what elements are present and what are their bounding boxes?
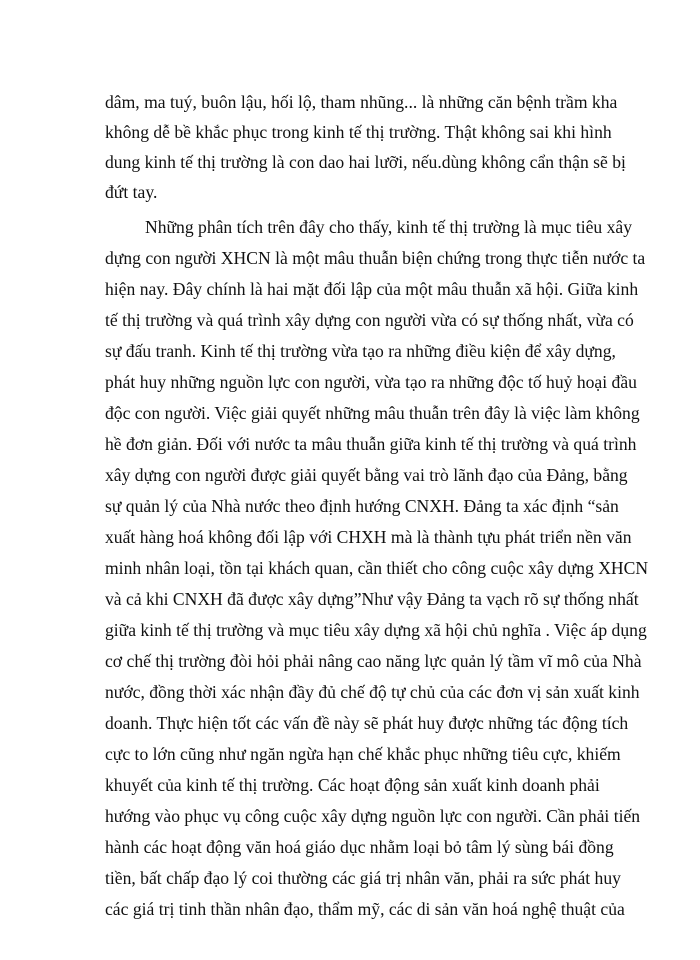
text-line: hướng vào phục vụ công cuộc xây dựng nguồn lực con người. Cần phải tiến <box>105 806 641 826</box>
text-line: hành các hoạt động văn hoá giáo dục nhằm loại bỏ tâm lý sùng bái đồng <box>105 837 614 857</box>
paragraph-first-line: Những phân tích trên đây cho thấy, kinh tế thị trường là mục tiêu xây <box>145 217 632 237</box>
text-line: tiền, bất chấp đạo lý coi thường các giá trị nhân văn, phải ra sức phát huy <box>105 868 621 888</box>
text-line: giữa kinh tế thị trường và mục tiêu xây dựng xã hội chủ nghĩa . Việc áp dụng <box>105 620 647 640</box>
text-line: hiện nay. Đây chính là hai mặt đối lập của một mâu thuẫn xã hội. Giữa kinh <box>105 279 639 299</box>
text-line: khuyết của kinh tế thị trường. Các hoạt động sản xuất kinh doanh phải <box>105 775 600 795</box>
text-line: dâm, ma tuý, buôn lậu, hối lộ, tham nhũng... là những căn bệnh trầm kha <box>105 92 618 112</box>
text-line: sự quản lý của Nhà nước theo định hướng CNXH. Đảng ta xác định “sản <box>105 496 619 516</box>
text-line: đứt tay. <box>105 182 158 202</box>
text-line: dung kinh tế thị trường là con dao hai lưỡi, nếu.dùng không cẩn thận sẽ bị <box>105 152 626 172</box>
text-line: minh nhân loại, tồn tại khách quan, cần thiết cho công cuộc xây dựng XHCN <box>105 558 649 578</box>
text-line: các giá trị tinh thần nhân đạo, thẩm mỹ, các di sản văn hoá nghệ thuật của <box>105 899 625 919</box>
text-line: phát huy những nguồn lực con người, vừa tạo ra những độc tố huỷ hoại đầu <box>105 372 637 392</box>
text-line: dựng con người XHCN là một mâu thuẫn biện chứng trong thực tiễn nước ta <box>105 248 646 268</box>
text-line: độc con người. Việc giải quyết những mâu thuẫn trên đây là việc làm không <box>105 403 640 423</box>
text-line: xây dựng con người được giải quyết bằng vai trò lãnh đạo của Đảng, bằng <box>105 465 628 485</box>
text-line: doanh. Thực hiện tốt các vấn đề này sẽ phát huy được những tác động tích <box>105 713 629 733</box>
text-line: cơ chế thị trường đòi hỏi phải nâng cao năng lực quản lý tầm vĩ mô của Nhà <box>105 651 642 671</box>
text-line: không dễ bề khắc phục trong kinh tế thị trường. Thật không sai khi hình <box>105 122 612 142</box>
text-line: cực to lớn cũng như ngăn ngừa hạn chế khắc phục những tiêu cực, khiếm <box>105 744 621 764</box>
text-line: tế thị trường và quá trình xây dựng con người vừa có sự thống nhất, vừa có <box>105 310 634 330</box>
text-line: hề đơn giản. Đối với nước ta mâu thuẫn giữa kinh tế thị trường và quá trình <box>105 434 637 454</box>
text-line: xuất hàng hoá không đối lập với CHXH mà là thành tựu phát triển nền văn <box>105 527 632 547</box>
text-line: sự đấu tranh. Kinh tế thị trường vừa tạo ra những điều kiện để xây dựng, <box>105 341 616 361</box>
text-line: nước, đồng thời xác nhận đầy đủ chế độ tự chủ của các đơn vị sản xuất kinh <box>105 682 640 702</box>
text-line: và cả khi CNXH đã được xây dựng”Như vậy Đảng ta vạch rõ sự thống nhất <box>105 589 639 609</box>
